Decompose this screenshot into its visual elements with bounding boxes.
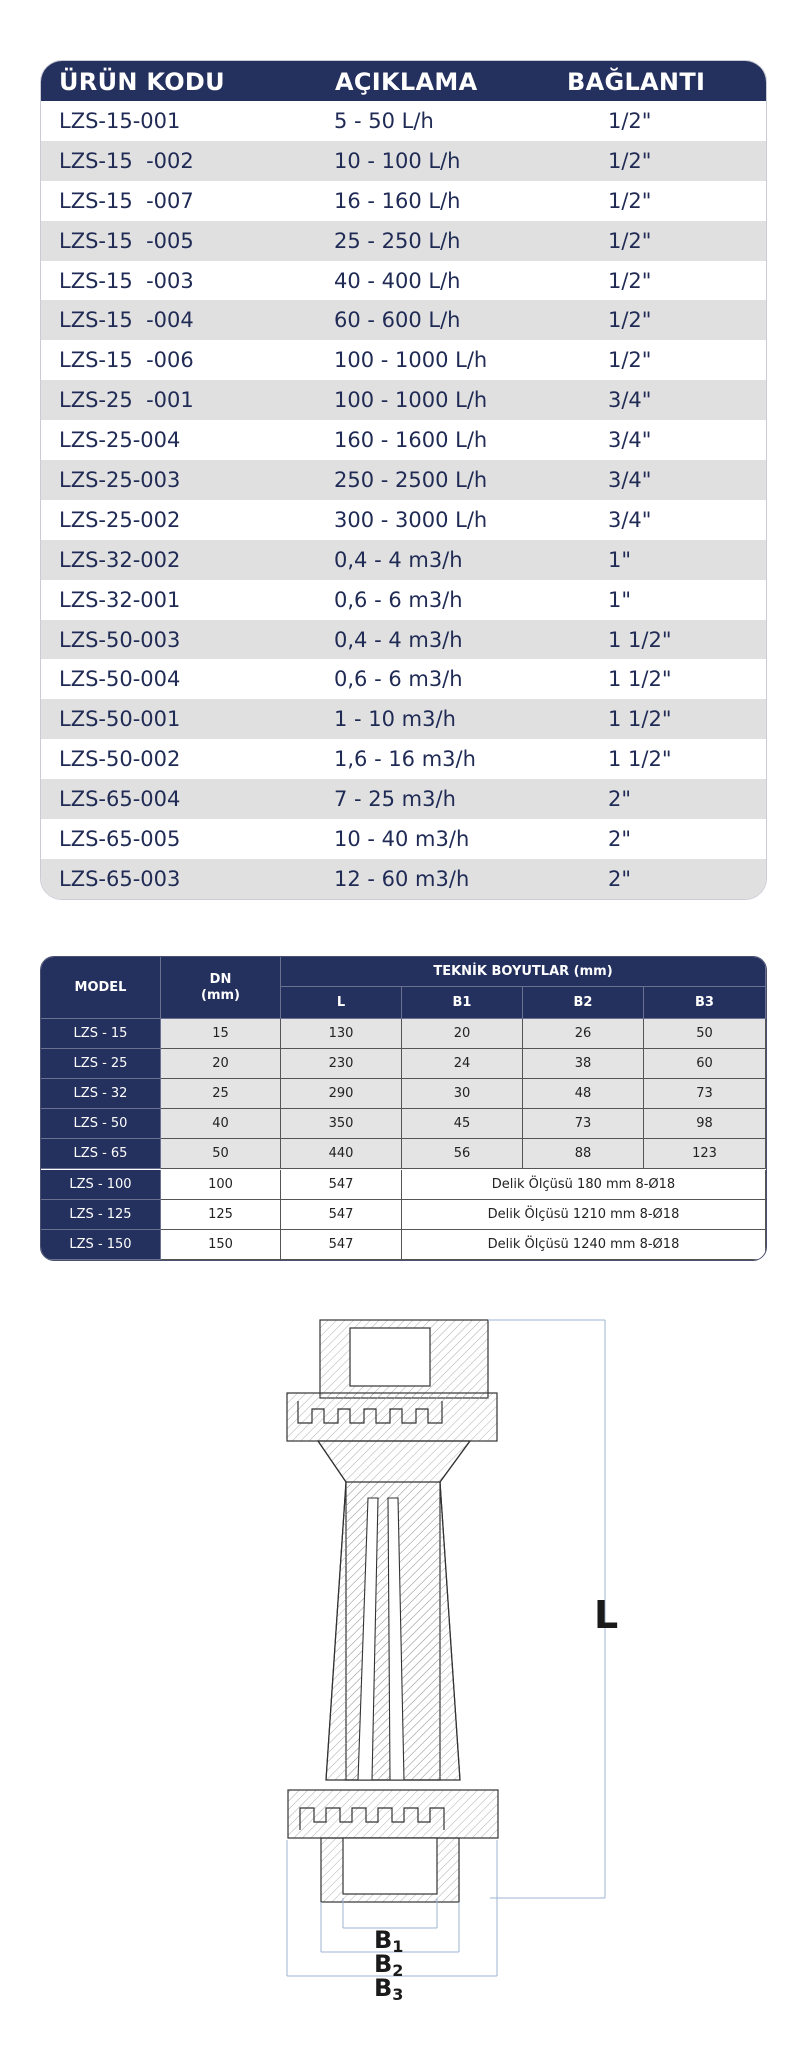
product-code-cell: LZS-15 -006 [59, 348, 194, 373]
product-code-table [40, 60, 767, 900]
connection-cell: 1 1/2" [608, 707, 672, 732]
product-code-cell: LZS-25 -001 [59, 388, 194, 413]
dn-cell: 50 [161, 1139, 281, 1169]
hole-size-cell: Delik Ölçüsü 1240 mm 8-Ø18 [402, 1230, 766, 1260]
table-row [41, 261, 766, 301]
model-cell: LZS - 125 [41, 1200, 161, 1230]
connection-cell: 1 1/2" [608, 747, 672, 772]
connection-cell: 2" [608, 866, 632, 891]
product-code-cell: LZS-15 -003 [59, 268, 194, 293]
connection-cell: 1/2" [608, 109, 652, 133]
table-row [41, 620, 766, 660]
bottom-flange [288, 1790, 498, 1838]
description-cell: 5 - 50 L/h [334, 109, 434, 133]
b2-cell: 88 [523, 1139, 644, 1169]
connection-cell: 1/2" [608, 188, 652, 213]
connection-cell: 3/4" [608, 428, 652, 453]
dn-cell: 40 [161, 1109, 281, 1139]
description-cell: 0,4 - 4 m3/h [334, 547, 463, 572]
header-product-code: ÜRÜN KODU [59, 68, 225, 96]
bottom-cap [321, 1838, 459, 1902]
b1-cell: 45 [402, 1109, 523, 1139]
b1-label: B1 [374, 1926, 404, 1956]
model-cell: LZS - 150 [41, 1230, 161, 1260]
model-cell: LZS - 65 [41, 1139, 161, 1169]
table-row [41, 300, 766, 340]
b2-cell: 48 [523, 1079, 644, 1109]
b3-cell: 98 [644, 1109, 766, 1139]
l-cell: 230 [281, 1049, 402, 1079]
product-code-cell: LZS-15 -004 [59, 308, 194, 333]
table-row [41, 699, 766, 739]
top-cap [320, 1320, 488, 1398]
description-cell: 0,6 - 6 m3/h [334, 667, 463, 692]
description-cell: 10 - 40 m3/h [334, 827, 470, 852]
connection-cell: 3/4" [608, 507, 652, 532]
product-code-cell: LZS-15-001 [59, 109, 181, 133]
b3-cell: 73 [644, 1079, 766, 1109]
tapered-body [318, 1441, 470, 1780]
l-cell: 290 [281, 1079, 402, 1109]
product-code-cell: LZS-50-001 [59, 707, 181, 732]
table-row [41, 500, 766, 540]
table-row [41, 420, 766, 460]
description-cell: 0,6 - 6 m3/h [334, 587, 463, 612]
table-row [41, 580, 766, 620]
b3-cell: 123 [644, 1139, 766, 1169]
connection-cell: 2" [608, 827, 632, 852]
description-cell: 100 - 1000 L/h [334, 348, 488, 373]
table-row [41, 859, 766, 899]
description-cell: 16 - 160 L/h [334, 188, 461, 213]
connection-cell: 1/2" [608, 268, 652, 293]
b3-label: B3 [374, 1974, 404, 2004]
description-cell: 40 - 400 L/h [334, 268, 461, 293]
table-row [41, 540, 766, 580]
sub-header-l: L [281, 987, 402, 1019]
model-cell: LZS - 32 [41, 1079, 161, 1109]
product-code-cell: LZS-65-005 [59, 827, 181, 852]
sub-header-b3: B3 [644, 987, 766, 1019]
b1-cell: 30 [402, 1079, 523, 1109]
connection-cell: 3/4" [608, 388, 652, 413]
product-code-cell: LZS-65-003 [59, 866, 181, 891]
b2-cell: 73 [523, 1109, 644, 1139]
connection-cell: 2" [608, 787, 632, 812]
table-row [41, 181, 766, 221]
top-flange [287, 1393, 497, 1441]
table-row [41, 779, 766, 819]
dn-cell: 100 [161, 1170, 281, 1200]
description-cell: 250 - 2500 L/h [334, 468, 488, 493]
dn-header: DN (mm) [161, 957, 281, 1019]
description-cell: 1,6 - 16 m3/h [334, 747, 476, 772]
length-label: L [594, 1593, 619, 1637]
product-code-cell: LZS-65-004 [59, 787, 181, 812]
product-code-cell: LZS-15 -005 [59, 228, 194, 253]
sub-header-b2: B2 [523, 987, 644, 1019]
dn-cell: 25 [161, 1079, 281, 1109]
product-code-cell: LZS-15 -007 [59, 188, 194, 213]
technical-dimensions-header: TEKNİK BOYUTLAR (mm) [281, 957, 766, 987]
connection-cell: 1 1/2" [608, 627, 672, 652]
connection-cell: 1/2" [608, 348, 652, 373]
description-cell: 12 - 60 m3/h [334, 866, 470, 891]
description-cell: 1 - 10 m3/h [334, 707, 456, 732]
connection-cell: 3/4" [608, 468, 652, 493]
l-cell: 350 [281, 1109, 402, 1139]
model-cell: LZS - 25 [41, 1049, 161, 1079]
table-row [41, 819, 766, 859]
table-row [41, 659, 766, 699]
b3-cell: 60 [644, 1049, 766, 1079]
b3-cell: 50 [644, 1019, 766, 1049]
description-cell: 100 - 1000 L/h [334, 388, 488, 413]
description-cell: 10 - 100 L/h [334, 148, 461, 173]
connection-cell: 1/2" [608, 228, 652, 253]
product-code-cell: LZS-15 -002 [59, 148, 194, 173]
l-cell: 547 [281, 1170, 402, 1200]
product-code-cell: LZS-50-003 [59, 627, 181, 652]
product-table-body [41, 101, 766, 899]
b2-cell: 38 [523, 1049, 644, 1079]
dn-cell: 125 [161, 1200, 281, 1230]
hole-size-cell: Delik Ölçüsü 180 mm 8-Ø18 [402, 1170, 766, 1200]
header-connection: BAĞLANTI [567, 68, 706, 96]
product-code-cell: LZS-25-003 [59, 468, 181, 493]
hole-size-cell: Delik Ölçüsü 1210 mm 8-Ø18 [402, 1200, 766, 1230]
connection-cell: 1/2" [608, 308, 652, 333]
connection-cell: 1" [608, 547, 632, 572]
product-code-cell: LZS-32-001 [59, 587, 181, 612]
connection-cell: 1 1/2" [608, 667, 672, 692]
product-table-header [41, 61, 766, 101]
table-row [41, 340, 766, 380]
product-code-cell: LZS-50-002 [59, 747, 181, 772]
table-row [41, 221, 766, 261]
l-cell: 547 [281, 1230, 402, 1260]
dimension-table [40, 956, 767, 1261]
b1-cell: 24 [402, 1049, 523, 1079]
table-row [41, 739, 766, 779]
dn-cell: 20 [161, 1049, 281, 1079]
l-cell: 130 [281, 1019, 402, 1049]
product-code-cell: LZS-50-004 [59, 667, 181, 692]
header-description: AÇIKLAMA [335, 68, 478, 96]
model-cell: LZS - 100 [41, 1170, 161, 1200]
l-cell: 547 [281, 1200, 402, 1230]
dn-cell: 15 [161, 1019, 281, 1049]
description-cell: 7 - 25 m3/h [334, 787, 456, 812]
l-cell: 440 [281, 1139, 402, 1169]
product-code-cell: LZS-25-002 [59, 507, 181, 532]
description-cell: 0,4 - 4 m3/h [334, 627, 463, 652]
description-cell: 160 - 1600 L/h [334, 428, 488, 453]
product-code-cell: LZS-32-002 [59, 547, 181, 572]
table-row [41, 380, 766, 420]
table-row [41, 460, 766, 500]
model-cell: LZS - 50 [41, 1109, 161, 1139]
description-cell: 25 - 250 L/h [334, 228, 461, 253]
product-code-cell: LZS-25-004 [59, 428, 181, 453]
description-cell: 60 - 600 L/h [334, 308, 461, 333]
table-row [41, 141, 766, 181]
connection-cell: 1/2" [608, 148, 652, 173]
model-cell: LZS - 15 [41, 1019, 161, 1049]
b2-cell: 26 [523, 1019, 644, 1049]
b1-cell: 20 [402, 1019, 523, 1049]
b2-label: B2 [374, 1950, 404, 1980]
table-row [41, 101, 766, 141]
flowmeter-diagram [0, 1300, 799, 2050]
b1-cell: 56 [402, 1139, 523, 1169]
description-cell: 300 - 3000 L/h [334, 507, 488, 532]
dn-cell: 150 [161, 1230, 281, 1260]
connection-cell: 1" [608, 587, 632, 612]
model-header: MODEL [41, 957, 161, 1019]
sub-header-b1: B1 [402, 987, 523, 1019]
